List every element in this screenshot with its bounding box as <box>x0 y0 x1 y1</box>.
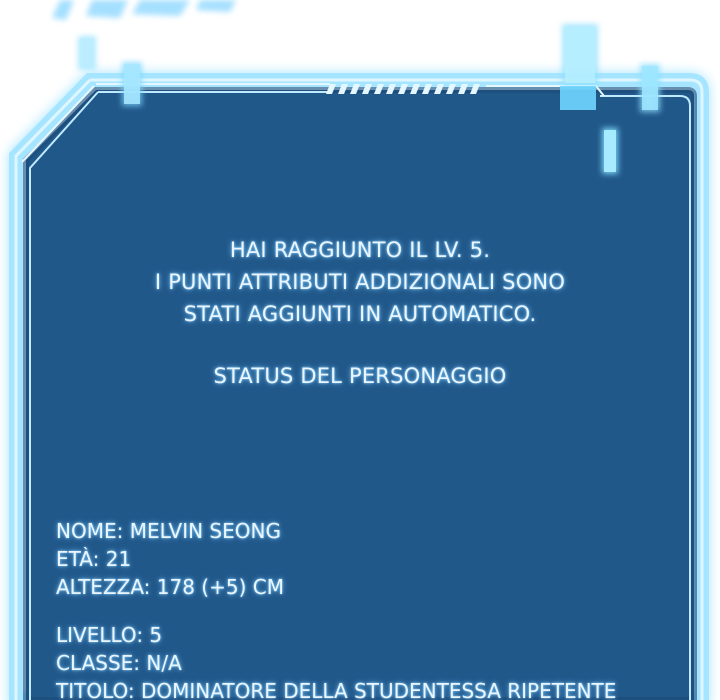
level-up-line: HAI RAGGIUNTO IL LV. 5. <box>229 238 491 262</box>
stat-title: TITOLO: DOMINATORE DELLA STUDENTESSA RIPETENTE <box>56 679 617 700</box>
stat-name: NOME: MELVIN SEONG <box>56 519 281 543</box>
stat-class: CLASSE: N/A <box>56 651 182 675</box>
level-up-message <box>40 234 680 392</box>
level-up-line: STATI AGGIUNTI IN AUTOMATICO. <box>183 302 537 326</box>
stat-age: ETÀ: 21 <box>56 547 132 571</box>
stat-spacer <box>56 601 616 621</box>
character-stats <box>56 517 616 700</box>
stat-level: LIVELLO: 5 <box>56 623 163 647</box>
status-title: STATUS DEL PERSONAGGIO <box>213 364 507 388</box>
title-fragment <box>52 0 236 20</box>
stat-height: ALTEZZA: 178 (+5) CM <box>56 575 284 599</box>
level-up-line: I PUNTI ATTRIBUTI ADDIZIONALI SONO <box>154 270 566 294</box>
